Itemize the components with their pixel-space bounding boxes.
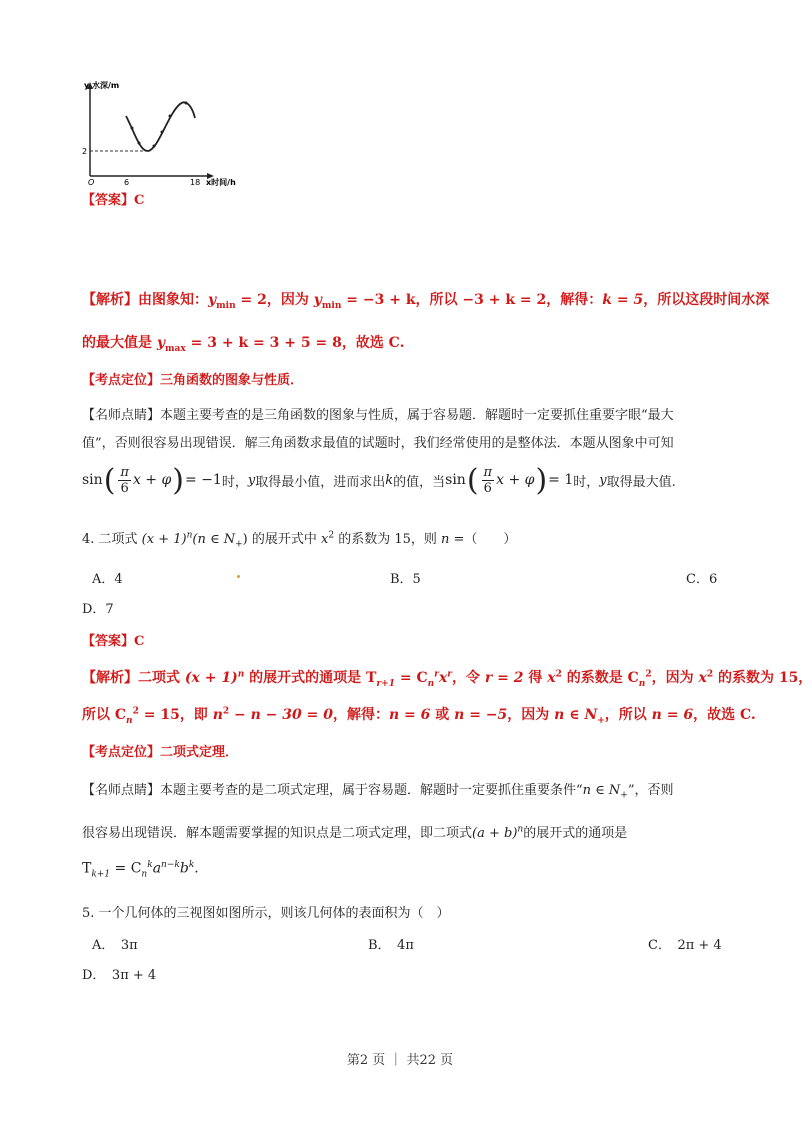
origin-label: O [88,178,95,187]
math: = 1 [548,472,574,488]
math-sup: 2 [645,669,652,680]
math-sub: + [620,790,628,801]
math-sup: 2 [132,706,139,717]
math: n [212,707,223,723]
math: = −3 + k [341,292,416,308]
math: = 15 [138,707,180,723]
math-sup: k [188,860,195,870]
tick-label-2: 2 [82,147,88,156]
text: 得 [523,670,548,686]
close-paren: ) [172,462,185,498]
math-sub: n [638,678,646,689]
math: T [82,860,92,877]
math: C [114,707,127,723]
q4-option-d: D．7 [82,602,114,617]
math: n [441,532,450,547]
text: 的值，当 [393,474,446,490]
text: 【名师点睛】本题主要考查的是二项式定理，属于容易题．解题时一定要抓住重要条件“ [82,783,583,798]
close-paren: ) [535,462,548,498]
math: y [247,472,256,488]
math: = −1 [185,472,222,488]
text: ，故选 C. [693,707,756,723]
math: T [366,670,377,686]
text: 的系数是 [561,670,628,686]
text: ，即 [179,707,213,723]
q4-option-a: A．4 [92,572,123,587]
text: ，故选 C. [341,335,405,351]
q5-option-d: D． 3π + 4 [82,968,157,983]
math: x [698,670,707,686]
math: k = 5 [602,292,644,308]
math: = C [394,670,428,686]
kaodian-text: 【考点定位】三角函数的图象与性质． [82,373,304,388]
q4-mingshi-line3 [82,860,199,879]
q4-mingshi-line1 [82,779,674,801]
text: 很容易出现错误．解本题需要掌握的知识点是二项式定理，即二项式 [82,826,473,841]
analysis-tag: 【解析】 [82,670,138,686]
math-sup: n−k [161,860,180,870]
math-sup: n [517,824,524,835]
math-sub: + [597,715,605,726]
sin-text: sin [82,472,103,488]
math-sub: n [141,869,148,880]
denominator: 6 [483,480,492,496]
text: ，因为 [651,670,699,686]
math: C [627,670,639,686]
text: 的展开式的通项是 [244,670,366,686]
text: ，令 [452,670,485,686]
q4-option-c: C．6 [686,572,718,587]
math: (n ∈ N [192,532,236,547]
math: (x + 1) [141,532,187,547]
math: x [547,670,556,686]
math-sub: n [126,715,133,726]
math-sub: k+1 [91,869,111,880]
open-paren: ( [103,462,116,498]
math: y [313,292,322,308]
math-sup: n [237,669,245,680]
q3-analysis-line1 [82,289,769,311]
q3-mingshi-line3 [82,458,676,502]
text: ，解得： [546,292,603,308]
math: x [320,532,329,547]
q5-option-b: B． 4π [368,938,414,953]
math: x + φ [496,472,535,488]
math: r = 2 [484,670,524,686]
text: 时， [221,474,248,490]
text: 所以 [82,707,115,723]
math: x + φ [132,472,172,488]
tick-label-18: 18 [190,178,201,187]
q3-mingshi-line1: 【名师点睛】本题主要考查的是三角函数的图象与性质，属于容易题．解题时一定要抓住重要字眼“最大 [82,408,674,423]
math: b [179,860,189,877]
math: n = 6 [651,707,694,723]
q5-option-c: C． 2π + 4 [648,938,722,953]
sin-text: sin [445,472,466,488]
text: 的最大值是 [82,335,157,351]
text: ，所以 [604,707,652,723]
math: − n − 30 = 0 [229,707,333,723]
math-sup: 2 [222,706,230,717]
text: ，所以 [415,292,463,308]
q4-analysis-line2 [82,704,756,726]
math: (x + 1) [184,670,238,686]
fraction-pi-6 [482,465,495,496]
q4-mingshi-line2 [82,822,627,841]
math: ) [242,532,248,547]
numerator: π [483,464,493,480]
math-sub: n [427,678,435,689]
kaodian-text: 【考点定位】二项式定理． [82,745,239,760]
text: 4. 二项式 [82,532,142,547]
math: = 2 [235,292,267,308]
water-depth-graph [82,76,252,186]
tick-label-6: 6 [124,178,130,187]
q4-stem [82,528,516,550]
text: ，所以这段时间水深 [643,292,770,308]
analysis-tag: 【解析】 [82,292,138,308]
math-sub: min [216,300,236,311]
text: ，解得： [332,707,389,723]
y-axis-label: y 水深/m [84,81,120,90]
q4-answer: 【答案】C [82,634,145,649]
math-sup: 2 [706,669,714,680]
q4-option-b: B．5 [390,572,421,587]
text: 取得最小值，进而求出 [255,474,386,490]
stray-dot [237,575,240,578]
math-sup: 2 [328,530,335,541]
q3-answer: 【答案】C [82,193,145,208]
math: = C [110,860,142,877]
fraction-pi-6 [118,465,131,496]
math: y [208,292,217,308]
math: k [385,472,394,488]
math-sup: 2 [555,669,562,680]
q3-analysis-line2 [82,332,404,354]
q3-kaodian [82,369,303,388]
open-paren: ( [466,462,479,498]
depth-curve [126,102,195,151]
math-sub: r+1 [376,678,395,689]
math: a [152,860,162,877]
math-sup: n [186,530,193,541]
text: =（ ） [449,532,517,547]
math-sub: max [165,343,186,354]
math-sup: r [434,669,439,680]
text: . [194,860,199,877]
math: n ∈ N [554,707,598,723]
math-sub: + [235,539,243,550]
math: (a + b) [472,826,518,841]
math-sub: min [321,300,342,311]
text: ，因为 [266,292,314,308]
text: 或 [430,707,455,723]
text: 的展开式中 [247,532,321,547]
math-sup: k [147,860,153,870]
text: ，因为 [507,707,555,723]
math: y [599,472,607,488]
q4-kaodian [82,741,238,760]
math: y [156,335,166,351]
math: n = −5 [454,707,508,723]
text: ”，否则 [627,783,674,798]
text: 由图象知： [138,292,208,308]
q5-option-a: A． 3π [92,938,138,953]
x-axis-label: x时间/h [206,178,236,187]
q5-stem: 5. 一个几何体的三视图如图所示，则该几何体的表面积为（ ） [82,906,450,921]
numerator: π [120,464,129,480]
text: 时， [573,474,600,490]
math: n = 6 [388,707,431,723]
text: 的系数为 15，则 [334,532,442,547]
page-footer: 第2 页 ｜ 共22 页 [346,1053,454,1068]
text: 的系数为 15， [713,670,812,686]
math: n ∈ N [582,783,621,798]
math: x [438,670,448,686]
math: −3 + k = 2 [462,292,547,308]
text: 二项式 [138,670,185,686]
q3-mingshi-line2: 值”，否则很容易出现错误．解三角函数求最值的试题时，我们经常使用的是整体法．本题从图象中可知 [82,436,674,451]
math-sup: r [447,669,452,680]
text: 的展开式的通项是 [523,826,628,841]
denominator: 6 [120,480,129,496]
q4-analysis-line1 [82,667,812,689]
math: = 3 + k = 3 + 5 = 8 [185,335,342,351]
text: 取得最大值. [606,474,676,490]
